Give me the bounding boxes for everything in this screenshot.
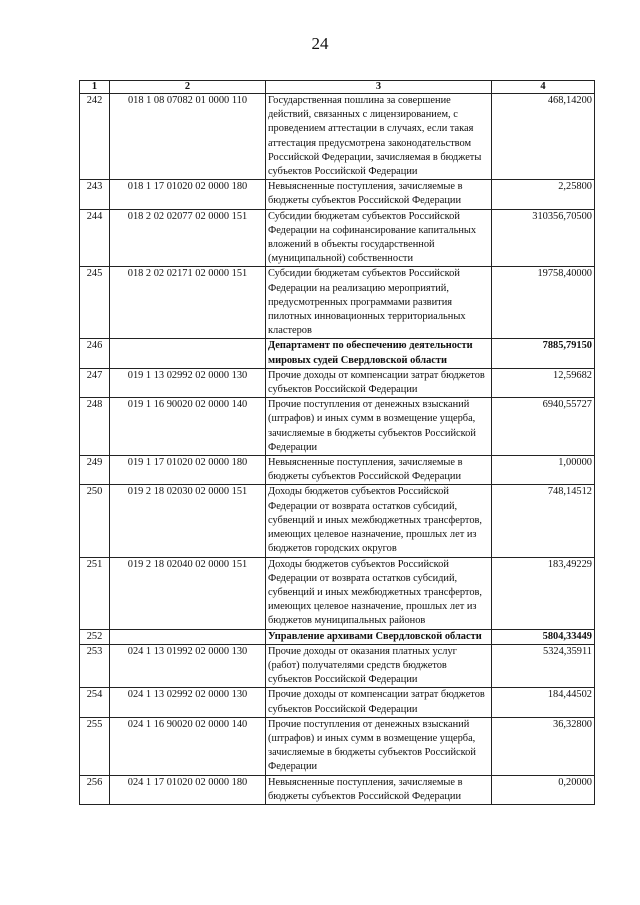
row-amount: 1,00000 xyxy=(492,456,595,485)
table-row xyxy=(80,456,595,485)
budget-code: 019 1 13 02992 02 0000 130 xyxy=(110,368,266,397)
row-number: 247 xyxy=(80,368,110,397)
table-row xyxy=(80,644,595,688)
row-amount: 5324,35911 xyxy=(492,644,595,688)
column-header-description: 3 xyxy=(266,81,492,94)
row-description: Государственная пошлина за совершение действий, связанных с лицензированием, с проведением аттестации в случаях, если такая аттестация предусмотрена законодательством Российской Федерации, зачисляемая в бюджеты субъектов Российской Федерации xyxy=(266,94,492,180)
revenue-table xyxy=(79,80,595,805)
column-header-code: 2 xyxy=(110,81,266,94)
budget-code: 018 2 02 02171 02 0000 151 xyxy=(110,267,266,339)
table-row xyxy=(80,180,595,209)
row-amount: 5804,33449 xyxy=(492,629,595,644)
row-description: Управление архивами Свердловской области xyxy=(266,629,492,644)
table-row xyxy=(80,94,595,180)
row-description: Прочие поступления от денежных взысканий (штрафов) и иных сумм в возмещение ущерба, зачисляемые в бюджеты субъектов Российской Федерации xyxy=(266,398,492,456)
row-description: Доходы бюджетов субъектов Российской Федерации от возврата остатков субсидий, субвенций и иных межбюджетных трансфертов, имеющих целевое назначение, прошлых лет из бюджетов муниципальных районов xyxy=(266,557,492,629)
header-row xyxy=(80,81,595,94)
table-row xyxy=(80,557,595,629)
row-number: 254 xyxy=(80,688,110,717)
row-amount: 184,44502 xyxy=(492,688,595,717)
column-header-number: 1 xyxy=(80,81,110,94)
row-amount: 468,14200 xyxy=(492,94,595,180)
page-number: 24 xyxy=(311,34,329,53)
row-description: Субсидии бюджетам субъектов Российской Федерации на софинансирование капитальных вложений в объекты государственной (муниципальной) собственности xyxy=(266,209,492,267)
row-number: 256 xyxy=(80,775,110,804)
row-amount: 0,20000 xyxy=(492,775,595,804)
row-amount: 12,59682 xyxy=(492,368,595,397)
row-amount: 748,14512 xyxy=(492,485,595,557)
row-description: Прочие поступления от денежных взысканий (штрафов) и иных сумм в возмещение ущерба, зачисляемые в бюджеты субъектов Российской Федерации xyxy=(266,717,492,775)
budget-code: 024 1 16 90020 02 0000 140 xyxy=(110,717,266,775)
budget-code xyxy=(110,339,266,368)
row-number: 250 xyxy=(80,485,110,557)
budget-code: 024 1 17 01020 02 0000 180 xyxy=(110,775,266,804)
column-header-amount: 4 xyxy=(492,81,595,94)
row-number: 251 xyxy=(80,557,110,629)
table-row xyxy=(80,688,595,717)
budget-code: 019 2 18 02030 02 0000 151 xyxy=(110,485,266,557)
budget-code: 024 1 13 02992 02 0000 130 xyxy=(110,688,266,717)
budget-code: 019 1 17 01020 02 0000 180 xyxy=(110,456,266,485)
table-row xyxy=(80,209,595,267)
row-amount: 7885,79150 xyxy=(492,339,595,368)
budget-code: 024 1 13 01992 02 0000 130 xyxy=(110,644,266,688)
row-description: Невыясненные поступления, зачисляемые в бюджеты субъектов Российской Федерации xyxy=(266,775,492,804)
row-number: 253 xyxy=(80,644,110,688)
row-description: Невыясненные поступления, зачисляемые в бюджеты субъектов Российской Федерации xyxy=(266,180,492,209)
table-row xyxy=(80,267,595,339)
table-body xyxy=(80,94,595,805)
row-amount: 6940,55727 xyxy=(492,398,595,456)
row-description: Прочие доходы от компенсации затрат бюджетов субъектов Российской Федерации xyxy=(266,688,492,717)
row-number: 255 xyxy=(80,717,110,775)
budget-code: 019 2 18 02040 02 0000 151 xyxy=(110,557,266,629)
row-number: 248 xyxy=(80,398,110,456)
row-amount: 183,49229 xyxy=(492,557,595,629)
row-amount: 36,32800 xyxy=(492,717,595,775)
row-description: Департамент по обеспечению деятельности мировых судей Свердловской области xyxy=(266,339,492,368)
row-amount: 2,25800 xyxy=(492,180,595,209)
row-number: 243 xyxy=(80,180,110,209)
row-number: 245 xyxy=(80,267,110,339)
row-description: Невыясненные поступления, зачисляемые в бюджеты субъектов Российской Федерации xyxy=(266,456,492,485)
budget-code: 018 2 02 02077 02 0000 151 xyxy=(110,209,266,267)
row-number: 242 xyxy=(80,94,110,180)
budget-code: 019 1 16 90020 02 0000 140 xyxy=(110,398,266,456)
budget-code: 018 1 17 01020 02 0000 180 xyxy=(110,180,266,209)
row-description: Субсидии бюджетам субъектов Российской Федерации на реализацию мероприятий, предусмотренных программами развития пилотных инновационных территориальных кластеров xyxy=(266,267,492,339)
table-row xyxy=(80,368,595,397)
table-row xyxy=(80,775,595,804)
row-number: 249 xyxy=(80,456,110,485)
row-description: Прочие доходы от компенсации затрат бюджетов субъектов Российской Федерации xyxy=(266,368,492,397)
row-amount: 310356,70500 xyxy=(492,209,595,267)
row-amount: 19758,40000 xyxy=(492,267,595,339)
row-description: Доходы бюджетов субъектов Российской Федерации от возврата остатков субсидий, субвенций и иных межбюджетных трансфертов, имеющих целевое назначение, прошлых лет из бюджетов городских округов xyxy=(266,485,492,557)
table-row xyxy=(80,398,595,456)
row-number: 244 xyxy=(80,209,110,267)
row-number: 252 xyxy=(80,629,110,644)
row-number: 246 xyxy=(80,339,110,368)
table-row xyxy=(80,629,595,644)
row-description: Прочие доходы от оказания платных услуг (работ) получателями средств бюджетов субъектов Российской Федерации xyxy=(266,644,492,688)
table-row xyxy=(80,717,595,775)
table-row xyxy=(80,339,595,368)
table-row xyxy=(80,485,595,557)
budget-code: 018 1 08 07082 01 0000 110 xyxy=(110,94,266,180)
budget-code xyxy=(110,629,266,644)
